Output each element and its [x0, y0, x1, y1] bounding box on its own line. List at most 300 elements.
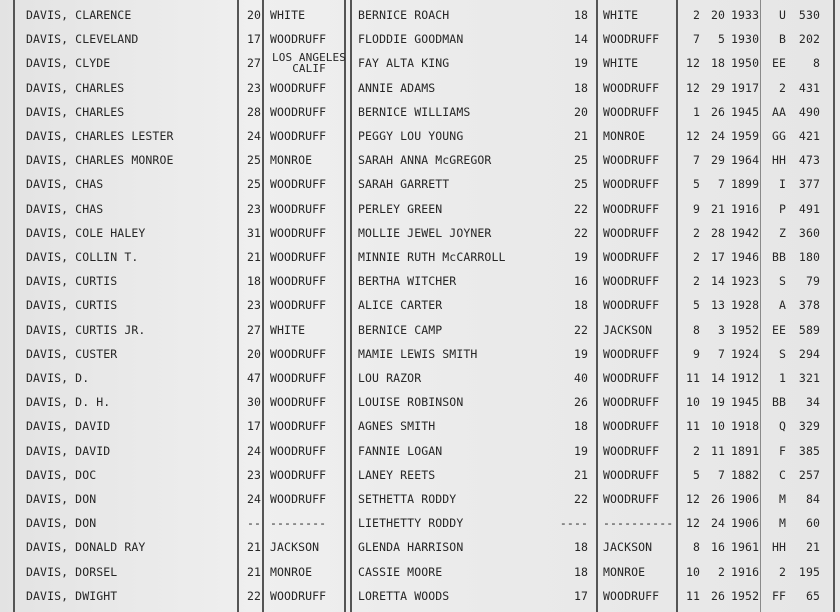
groom-age: 27 [246, 56, 261, 71]
record-page: 202 [798, 32, 820, 47]
bride-name: ANNIE ADAMS [358, 80, 436, 95]
bride-name: MINNIE RUTH McCARROLL [358, 250, 506, 264]
record-page: 8 [812, 56, 820, 71]
marriage-year: 1906 [731, 492, 760, 506]
bride-age: 18 [573, 80, 588, 95]
bride-residence: WOODRUFF [603, 104, 660, 119]
groom-age: 21 [246, 564, 261, 579]
record-row [0, 221, 840, 245]
record-book: B [778, 32, 786, 47]
record-page: 60 [805, 516, 820, 531]
record-book: HH [771, 153, 786, 168]
groom-residence: JACKSON [270, 540, 320, 555]
groom-residence: WOODRUFF [270, 250, 327, 264]
groom-name: DAVIS, CURTIS [26, 298, 118, 313]
marriage-month: 1 [692, 104, 700, 119]
groom-residence: WOODRUFF [270, 395, 327, 410]
record-page: 589 [798, 322, 820, 337]
bride-age: 40 [573, 371, 588, 385]
marriage-day: 18 [710, 56, 725, 71]
groom-residence: WOODRUFF [270, 419, 327, 434]
groom-name: DAVIS, DON [26, 492, 97, 506]
record-page: 65 [805, 588, 820, 603]
record-row [0, 197, 840, 221]
bride-age: 18 [573, 564, 588, 579]
bride-name: SETHETTA RODDY [358, 492, 457, 506]
groom-residence: WOODRUFF [270, 274, 327, 289]
groom-name: DAVIS, COLLIN T. [26, 250, 139, 264]
marriage-month: 12 [685, 516, 700, 531]
groom-residence: WHITE [270, 322, 306, 337]
bride-residence: WOODRUFF [603, 32, 660, 47]
bride-age: 22 [573, 225, 588, 240]
record-page: 473 [798, 153, 820, 168]
marriage-year: 1942 [731, 225, 760, 240]
marriage-day: 7 [717, 467, 725, 482]
bride-name: FLODDIE GOODMAN [358, 32, 464, 47]
record-row [0, 124, 840, 148]
marriage-year: 1928 [731, 298, 760, 313]
groom-residence: WOODRUFF [270, 32, 327, 47]
bride-age: 16 [573, 274, 588, 289]
bride-name: ALICE CARTER [358, 298, 443, 313]
groom-residence: WOODRUFF [270, 492, 327, 506]
groom-residence: WOODRUFF [270, 371, 327, 385]
bride-name: LORETTA WOODS [358, 588, 450, 603]
marriage-day: 29 [710, 153, 725, 168]
marriage-year: 1906 [731, 516, 760, 531]
groom-name: DAVIS, CHAS [26, 177, 104, 192]
marriage-year: 1964 [731, 153, 760, 168]
groom-age: 17 [246, 419, 261, 434]
record-book: EE [771, 322, 786, 337]
groom-name: DAVIS, CUSTER [26, 346, 118, 361]
bride-age: 19 [573, 443, 588, 458]
bride-name: LANEY REETS [358, 467, 436, 482]
bride-age: 26 [573, 395, 588, 410]
marriage-year: 1952 [731, 588, 760, 603]
record-page: 21 [805, 540, 820, 555]
groom-name: DAVIS, DON [26, 516, 97, 531]
groom-name: DAVIS, D. [26, 371, 90, 385]
marriage-month: 8 [692, 322, 700, 337]
record-book: FF [771, 588, 786, 603]
bride-age: 19 [573, 56, 588, 71]
marriage-month: 5 [692, 298, 700, 313]
marriage-day: 29 [710, 80, 725, 95]
groom-name: DAVIS, DOC [26, 467, 97, 482]
bride-residence: WOODRUFF [603, 225, 660, 240]
bride-age: 22 [573, 492, 588, 506]
groom-age: 31 [246, 225, 261, 240]
marriage-year: 1933 [731, 8, 760, 22]
groom-residence: WOODRUFF [270, 177, 327, 192]
bride-residence: WOODRUFF [603, 250, 660, 264]
groom-residence: WOODRUFF [270, 298, 327, 313]
marriage-day: 11 [710, 443, 725, 458]
record-page: 180 [798, 250, 820, 264]
bride-name: BERTHA WITCHER [358, 274, 457, 289]
groom-name: DAVIS, COLE HALEY [26, 225, 146, 240]
groom-residence: WHITE [270, 8, 306, 22]
record-page: 490 [798, 104, 820, 119]
record-book: A [778, 298, 786, 313]
marriage-month: 12 [685, 129, 700, 143]
record-book: M [778, 516, 786, 531]
groom-name: DAVIS, CLYDE [26, 56, 111, 71]
bride-name: LOU RAZOR [358, 371, 422, 385]
groom-age: 28 [246, 104, 261, 119]
marriage-day: 5 [717, 32, 725, 47]
groom-age: 25 [246, 177, 261, 192]
bride-age: 17 [573, 588, 588, 603]
marriage-year: 1923 [731, 274, 760, 289]
marriage-year: 1882 [731, 467, 760, 482]
bride-name: CASSIE MOORE [358, 564, 443, 579]
groom-name: DAVIS, DORSEL [26, 564, 118, 579]
groom-residence: WOODRUFF [270, 225, 327, 240]
groom-age: 23 [246, 80, 261, 95]
groom-residence: WOODRUFF [270, 129, 327, 143]
record-row [0, 245, 840, 269]
groom-name: DAVIS, CURTIS JR. [26, 322, 146, 337]
marriage-day: 28 [710, 225, 725, 240]
marriage-year: 1950 [731, 56, 760, 71]
marriage-day: 3 [717, 322, 725, 337]
groom-age: 24 [246, 492, 261, 506]
record-row [0, 560, 840, 584]
marriage-year: 1891 [731, 443, 760, 458]
record-page: 360 [798, 225, 820, 240]
record-page: 431 [798, 80, 820, 95]
marriage-day: 24 [710, 129, 725, 143]
groom-name: DAVIS, CLARENCE [26, 8, 132, 22]
groom-age: 25 [246, 153, 261, 168]
groom-residence: MONROE [270, 153, 313, 168]
bride-age: 14 [573, 32, 588, 47]
groom-age: 47 [246, 371, 261, 385]
record-book: AA [771, 104, 786, 119]
bride-name: BERNICE ROACH [358, 8, 450, 22]
record-book: U [778, 8, 786, 22]
groom-age: 24 [246, 443, 261, 458]
groom-name: DAVIS, CURTIS [26, 274, 118, 289]
marriage-month: 2 [692, 250, 700, 264]
record-book: BB [771, 250, 786, 264]
bride-residence: WOODRUFF [603, 419, 660, 434]
groom-name: DAVIS, CHARLES [26, 80, 125, 95]
bride-age: 18 [573, 8, 588, 22]
bride-residence: JACKSON [603, 322, 653, 337]
groom-age: 20 [246, 346, 261, 361]
marriage-day: 10 [710, 419, 725, 434]
record-page: 195 [798, 564, 820, 579]
bride-name: PERLEY GREEN [358, 201, 443, 216]
bride-residence: WOODRUFF [603, 153, 660, 168]
groom-name: DAVIS, CHARLES [26, 104, 125, 119]
groom-age: 23 [246, 467, 261, 482]
marriage-year: 1961 [731, 540, 760, 555]
marriage-month: 9 [692, 346, 700, 361]
bride-residence: WOODRUFF [603, 371, 660, 385]
marriage-month: 11 [685, 588, 700, 603]
marriage-month: 11 [685, 419, 700, 434]
bride-age: 18 [573, 298, 588, 313]
record-row [0, 318, 840, 342]
marriage-year: 1916 [731, 564, 760, 579]
record-book: I [778, 177, 786, 192]
groom-age: 21 [246, 540, 261, 555]
record-page: 385 [798, 443, 820, 458]
marriage-year: 1945 [731, 395, 760, 410]
groom-age: 24 [246, 129, 261, 143]
record-row [0, 51, 840, 75]
groom-residence: WOODRUFF [270, 588, 327, 603]
bride-age: 19 [573, 250, 588, 264]
bride-age: 21 [573, 467, 588, 482]
record-row [0, 76, 840, 100]
groom-residence: WOODRUFF [270, 80, 327, 95]
record-book: C [778, 467, 786, 482]
marriage-month: 2 [692, 225, 700, 240]
bride-residence: WOODRUFF [603, 467, 660, 482]
record-page: 34 [805, 395, 820, 410]
bride-name: LOUISE ROBINSON [358, 395, 464, 410]
bride-name: PEGGY LOU YOUNG [358, 129, 464, 143]
bride-residence: WOODRUFF [603, 588, 660, 603]
record-book: Z [778, 225, 786, 240]
groom-age: 17 [246, 32, 261, 47]
marriage-month: 2 [692, 443, 700, 458]
groom-residence: WOODRUFF [270, 346, 327, 361]
record-row [0, 269, 840, 293]
groom-age: 21 [246, 250, 261, 264]
record-page: 421 [798, 129, 820, 143]
bride-name: SARAH ANNA McGREGOR [358, 153, 492, 168]
bride-name: MOLLIE JEWEL JOYNER [358, 225, 492, 240]
record-page: 329 [798, 419, 820, 434]
bride-age: ---- [559, 516, 588, 531]
marriage-day: 7 [717, 177, 725, 192]
marriage-month: 7 [692, 32, 700, 47]
record-book: 2 [778, 564, 786, 579]
record-page: 530 [798, 8, 820, 22]
marriage-day: 26 [710, 492, 725, 506]
record-book: Q [778, 419, 786, 434]
bride-residence: WOODRUFF [603, 492, 660, 506]
bride-residence: JACKSON [603, 540, 653, 555]
marriage-month: 12 [685, 56, 700, 71]
groom-name: DAVIS, DONALD RAY [26, 540, 146, 555]
marriage-month: 11 [685, 371, 700, 385]
record-row [0, 487, 840, 511]
marriage-month: 10 [685, 395, 700, 410]
record-page: 79 [805, 274, 820, 289]
groom-age: -- [246, 516, 261, 531]
marriage-day: 17 [710, 250, 725, 264]
record-row [0, 3, 840, 27]
bride-name: GLENDA HARRISON [358, 540, 464, 555]
groom-age: 18 [246, 274, 261, 289]
record-page: 257 [798, 467, 820, 482]
bride-name: FAY ALTA KING [358, 56, 450, 71]
record-row [0, 148, 840, 172]
bride-residence: WOODRUFF [603, 177, 660, 192]
bride-age: 25 [573, 177, 588, 192]
bride-name: MAMIE LEWIS SMITH [358, 346, 478, 361]
record-row [0, 390, 840, 414]
bride-residence: WHITE [603, 8, 639, 22]
groom-residence: -------- [270, 516, 327, 531]
marriage-day: 14 [710, 371, 725, 385]
bride-age: 18 [573, 540, 588, 555]
marriage-day: 19 [710, 395, 725, 410]
record-row [0, 584, 840, 608]
bride-residence: ---------- [603, 516, 674, 531]
bride-residence: WOODRUFF [603, 443, 660, 458]
bride-residence: WOODRUFF [603, 346, 660, 361]
marriage-year: 1959 [731, 129, 760, 143]
record-book: 1 [778, 371, 786, 385]
record-row [0, 439, 840, 463]
marriage-month: 10 [685, 564, 700, 579]
marriage-month: 5 [692, 467, 700, 482]
marriage-year: 1899 [731, 177, 760, 192]
record-page: 377 [798, 177, 820, 192]
bride-residence: WOODRUFF [603, 80, 660, 95]
marriage-day: 21 [710, 201, 725, 216]
marriage-day: 24 [710, 516, 725, 531]
record-book: GG [771, 129, 786, 143]
marriage-month: 12 [685, 80, 700, 95]
groom-name: DAVIS, CHAS [26, 201, 104, 216]
groom-name: DAVIS, D. H. [26, 395, 111, 410]
record-book: 2 [778, 80, 786, 95]
groom-age: 23 [246, 298, 261, 313]
record-row [0, 342, 840, 366]
groom-age: 23 [246, 201, 261, 216]
groom-age: 27 [246, 322, 261, 337]
record-row [0, 27, 840, 51]
bride-name: FANNIE LOGAN [358, 443, 443, 458]
record-row [0, 463, 840, 487]
groom-name: DAVIS, DAVID [26, 419, 111, 434]
marriage-day: 26 [710, 588, 725, 603]
bride-residence: MONROE [603, 564, 646, 579]
bride-age: 19 [573, 346, 588, 361]
marriage-month: 2 [692, 8, 700, 22]
record-page: 378 [798, 298, 820, 313]
marriage-day: 2 [717, 564, 725, 579]
record-book: EE [771, 56, 786, 71]
bride-age: 25 [573, 153, 588, 168]
bride-name: BERNICE WILLIAMS [358, 104, 471, 119]
groom-name: DAVIS, DWIGHT [26, 588, 118, 603]
marriage-month: 9 [692, 201, 700, 216]
groom-residence: WOODRUFF [270, 201, 327, 216]
marriage-day: 20 [710, 8, 725, 22]
bride-residence: MONROE [603, 129, 646, 143]
marriage-year: 1930 [731, 32, 760, 47]
record-book: P [778, 201, 786, 216]
bride-age: 18 [573, 419, 588, 434]
record-row [0, 366, 840, 390]
marriage-month: 7 [692, 153, 700, 168]
groom-residence: MONROE [270, 564, 313, 579]
bride-residence: WOODRUFF [603, 274, 660, 289]
bride-residence: WOODRUFF [603, 298, 660, 313]
bride-age: 21 [573, 129, 588, 143]
marriage-day: 7 [717, 346, 725, 361]
bride-age: 22 [573, 322, 588, 337]
groom-residence: WOODRUFF [270, 443, 327, 458]
bride-age: 22 [573, 201, 588, 216]
groom-name: DAVIS, CHARLES LESTER [26, 129, 174, 143]
marriage-year: 1916 [731, 201, 760, 216]
groom-name: DAVIS, CHARLES MONROE [26, 153, 174, 168]
groom-name: DAVIS, CLEVELAND [26, 32, 139, 47]
marriage-year: 1924 [731, 346, 760, 361]
marriage-month: 8 [692, 540, 700, 555]
record-book: M [778, 492, 786, 506]
groom-residence: WOODRUFF [270, 104, 327, 119]
record-row [0, 535, 840, 559]
record-book: S [778, 274, 786, 289]
bride-name: BERNICE CAMP [358, 322, 443, 337]
record-page: 491 [798, 201, 820, 216]
marriage-year: 1946 [731, 250, 760, 264]
groom-age: 30 [246, 395, 261, 410]
record-book: F [778, 443, 786, 458]
marriage-month: 5 [692, 177, 700, 192]
groom-residence: LOS ANGELES CALIF [272, 51, 346, 76]
bride-residence: WHITE [603, 56, 639, 71]
record-row [0, 172, 840, 196]
groom-name: DAVIS, DAVID [26, 443, 111, 458]
bride-residence: WOODRUFF [603, 395, 660, 410]
marriage-day: 14 [710, 274, 725, 289]
record-row [0, 414, 840, 438]
marriage-month: 12 [685, 492, 700, 506]
record-row [0, 293, 840, 317]
groom-age: 22 [246, 588, 261, 603]
bride-age: 20 [573, 104, 588, 119]
record-book: HH [771, 540, 786, 555]
record-row [0, 100, 840, 124]
groom-age: 20 [246, 8, 261, 22]
marriage-year: 1952 [731, 322, 760, 337]
record-page: 84 [805, 492, 820, 506]
marriage-day: 16 [710, 540, 725, 555]
marriage-year: 1912 [731, 371, 760, 385]
marriage-day: 13 [710, 298, 725, 313]
marriage-month: 2 [692, 274, 700, 289]
record-page: 321 [798, 371, 820, 385]
bride-name: SARAH GARRETT [358, 177, 450, 192]
record-book: BB [771, 395, 786, 410]
record-book: S [778, 346, 786, 361]
marriage-day: 26 [710, 104, 725, 119]
marriage-year: 1945 [731, 104, 760, 119]
groom-residence: WOODRUFF [270, 467, 327, 482]
marriage-year: 1918 [731, 419, 760, 434]
marriage-year: 1917 [731, 80, 760, 95]
bride-residence: WOODRUFF [603, 201, 660, 216]
bride-name: LIETHETTY RODDY [358, 516, 464, 531]
record-page: 294 [798, 346, 820, 361]
record-row [0, 511, 840, 535]
bride-name: AGNES SMITH [358, 419, 436, 434]
